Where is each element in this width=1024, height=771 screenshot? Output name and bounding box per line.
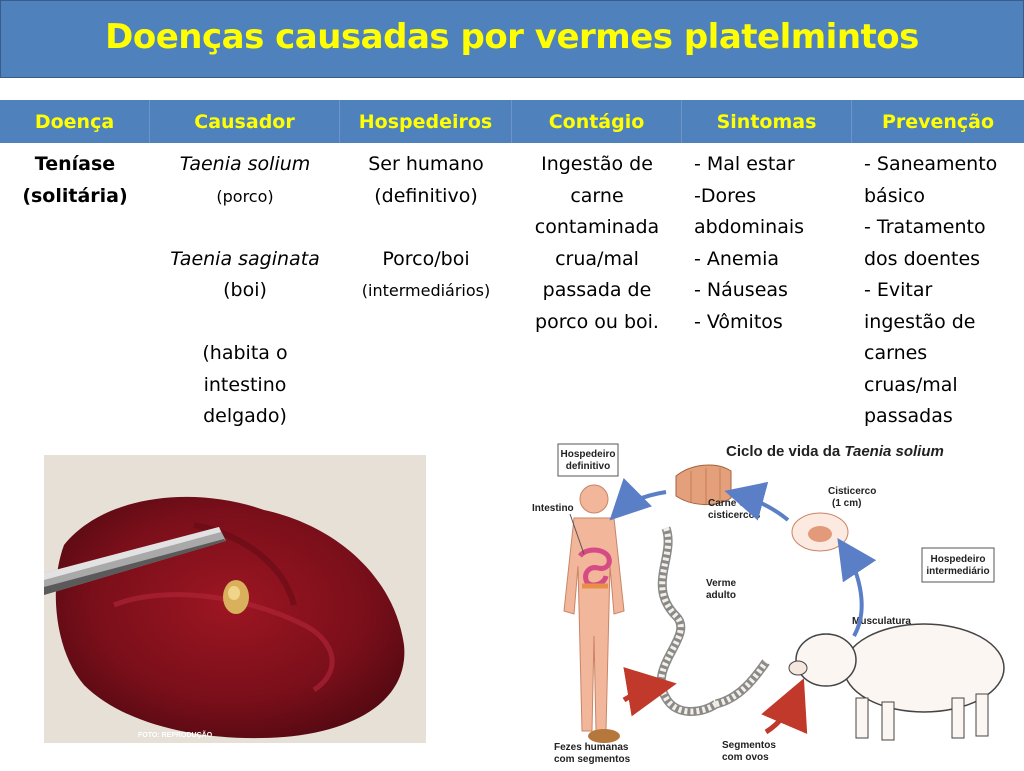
host-cattle: (boi) [223,279,267,301]
infected-meat-photo [44,455,426,743]
prevention-line: carnes [864,342,928,364]
prevention-line: passadas [864,405,953,427]
contagion-line: Ingestão de [541,153,653,175]
host-pig: (porco) [216,186,274,206]
disease-table [0,100,1024,433]
label-host-definitive-1: Hospedeiro [560,449,616,460]
symptom-line: - Anemia [694,247,780,270]
label-musculature: Musculatura [852,616,911,627]
prevention-line: - Saneamento [864,153,998,175]
cell-symptoms [682,143,852,433]
host-intermediate: (intermediários) [361,281,491,300]
disease-alias: (solitária) [22,184,128,207]
prevention-line: cruas/mal [864,373,958,396]
diagram-title-species: Taenia solium [844,443,944,460]
label-worm-1: Verme [706,578,737,589]
prevention-line: - Tratamento [864,216,986,238]
contagion-line: porco ou boi. [535,310,659,333]
prevention-line: ingestão de [864,310,976,333]
title-bar [0,0,1024,78]
label-host-definitive-2: definitivo [565,461,611,472]
prevention-line: básico [864,184,925,207]
segments-with-eggs [716,662,766,704]
prevention-line: - Evitar [864,279,933,301]
cell-hosts [340,143,512,433]
life-cycle-svg [526,436,1020,766]
arrow-meat-to-human [618,492,666,512]
header-cause: Causador [150,100,340,143]
cell-disease [0,143,150,433]
contagion-line: passada de [542,279,652,301]
adult-worm [661,528,716,712]
habitat-note-1: (habita o [202,342,288,364]
symptom-line: -Dores [694,184,757,207]
meat-illustration [44,455,426,743]
svg-text:Ciclo de vida da Taenia solium [726,443,944,460]
label-segments-2: com ovos [722,752,769,763]
diagram-title: Ciclo de vida da [726,443,845,460]
header-prevention: Prevenção [881,110,995,133]
symptom-line: - Náuseas [694,279,788,301]
label-worm-2: adulto [706,590,736,601]
species-saginata: Taenia saginata [170,247,320,270]
species-solium: Taenia solium [179,153,311,175]
cell-contagion [512,143,682,433]
host-pig-cattle: Porco/boi [382,247,470,270]
prevention-line: dos doentes [864,247,981,270]
header-contagion: Contágio [512,100,682,143]
contagion-line: contaminada [534,216,660,238]
label-meat-1: Carne com [708,498,760,509]
habitat-note-2: intestino [203,373,287,396]
label-host-intermediate-1: Hospedeiro [930,554,986,565]
cysticercus [792,513,848,551]
header-disease: Doença [0,100,150,143]
label-meat-2: cisticercos [708,510,761,521]
label-feces-1: Fezes humanas [554,742,629,753]
cell-prevention [852,143,1024,433]
contagion-line: carne [570,184,624,207]
label-segments-1: Segmentos [722,740,776,751]
arrow-worm-to-feces [624,686,662,700]
table-row [0,143,1024,433]
label-intestine: Intestino [532,503,574,514]
life-cycle-diagram [526,436,1020,766]
contagion-line: crua/mal [555,247,639,270]
table-header [0,100,1024,143]
label-cysticercus-2: (1 cm) [832,498,862,509]
habitat-note-3: delgado) [203,405,287,427]
cell-cause [150,143,340,433]
photo-credit: FOTO: REPRODUÇÃO [138,732,213,739]
disease-name: Teníase [34,153,116,175]
label-feces-2: com segmentos [554,754,631,765]
header-hosts: Hospedeiros [340,100,512,143]
feces [588,729,620,743]
label-cysticercus-1: Cisticerco [828,486,877,497]
arrow-segments-to-pig [766,692,798,732]
label-host-intermediate-2: intermediário [926,566,990,577]
pig [789,624,1004,740]
header-symptoms: Sintomas [682,100,852,143]
host-human: Ser humano [368,153,484,175]
symptom-line: - Vômitos [694,310,783,333]
symptom-line: - Mal estar [694,153,795,175]
slide-title: Doenças causadas por vermes platelmintos [105,17,919,57]
symptom-line: abdominais [694,216,805,238]
host-definitive: (definitivo) [374,184,478,207]
